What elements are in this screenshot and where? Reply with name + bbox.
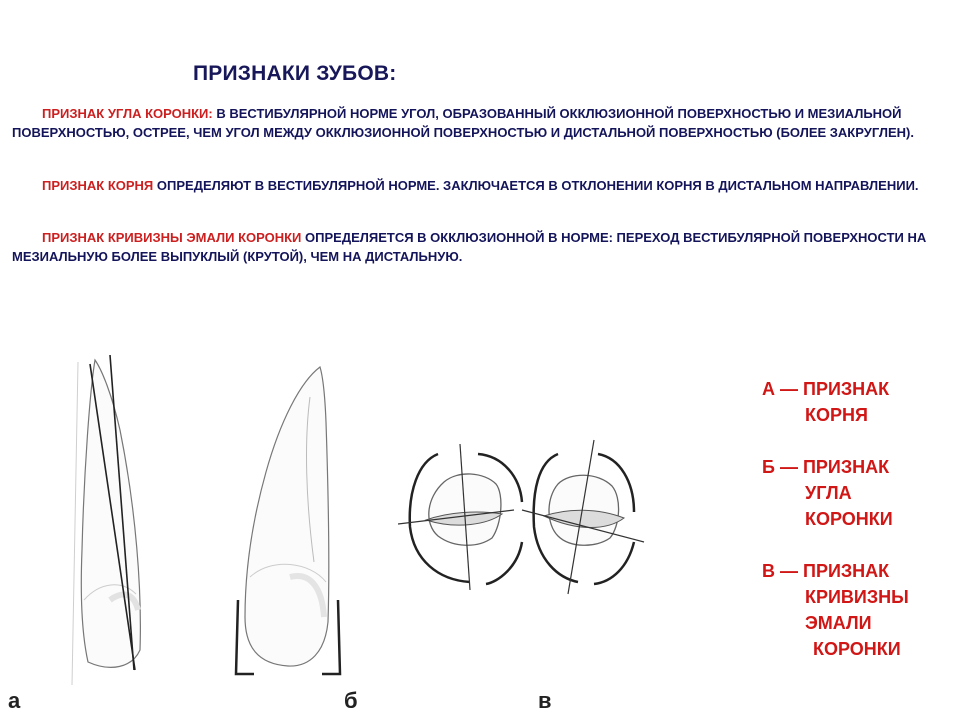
occlusal-figure-c: [398, 432, 648, 602]
tooth-figure-b: [210, 362, 350, 682]
legend-item-b: [762, 454, 952, 532]
legend-a-line1: А — ПРИЗНАК: [762, 379, 890, 399]
figure-label-c: в: [538, 688, 552, 713]
legend-a-line2: КОРНЯ: [805, 405, 868, 425]
legend-b-line2: УГЛА: [805, 483, 852, 503]
figure-label-b: б: [344, 688, 358, 713]
text-root: ОПРЕДЕЛЯЮТ В ВЕСТИБУЛЯРНОЙ НОРМЕ. ЗАКЛЮЧАЕТСЯ В ОТКЛОНЕНИИ КОРНЯ В ДИСТАЛЬНОМ НАПРАВЛЕНИИ.: [153, 178, 919, 193]
term-crown-angle: ПРИЗНАК УГЛА КОРОНКИ:: [42, 106, 213, 121]
term-root: ПРИЗНАК КОРНЯ: [42, 178, 154, 193]
paragraph-crown-angle: [12, 104, 932, 142]
legend-b-line3: КОРОНКИ: [805, 509, 893, 529]
tooth-figure-a: [70, 350, 150, 690]
paragraph-root: [12, 176, 932, 195]
legend-c-line3: ЭМАЛИ: [805, 613, 872, 633]
legend-c-line4: КОРОНКИ: [813, 639, 901, 659]
legend-c-line1: В — ПРИЗНАК: [762, 561, 890, 581]
text-crown-angle: В ВЕСТИБУЛЯРНОЙ НОРМЕ УГОЛ, ОБРАЗОВАННЫЙ ОККЛЮЗИОННОЙ ПОВЕРХНОСТЬЮ И МЕЗИАЛЬНОЙ ПОВЕРХНОСТЬЮ, ОСТРЕЕ, ЧЕМ УГОЛ МЕЖДУ ОККЛЮЗИОННОЙ ПОВЕРХНОСТЬЮ И ДИСТАЛЬНОЙ ПОВЕРХНОСТЬЮ (БОЛЕЕ ЗАКРУГЛЕН).: [12, 106, 914, 140]
figure-legend: [762, 376, 952, 688]
figure-label-a: а: [8, 688, 21, 713]
legend-b-line1: Б — ПРИЗНАК: [762, 457, 890, 477]
term-enamel-curvature: ПРИЗНАК КРИВИЗНЫ ЭМАЛИ КОРОНКИ: [42, 230, 302, 245]
legend-c-line2: КРИВИЗНЫ: [805, 587, 909, 607]
slide-title: ПРИЗНАКИ ЗУБОВ:: [193, 62, 397, 85]
text-enamel-curvature: ОПРЕДЕЛЯЕТСЯ В ОККЛЮЗИОННОЙ В НОРМЕ: ПЕРЕХОД ВЕСТИБУЛЯРНОЙ ПОВЕРХНОСТИ НА МЕЗИАЛЬНУЮ БОЛЕЕ ВЫПУКЛЫЙ (КРУТОЙ), ЧЕМ НА ДИСТАЛЬНУЮ.: [12, 230, 927, 264]
paragraph-enamel-curvature: [12, 228, 932, 266]
legend-item-c: [762, 558, 952, 662]
legend-item-a: [762, 376, 952, 428]
